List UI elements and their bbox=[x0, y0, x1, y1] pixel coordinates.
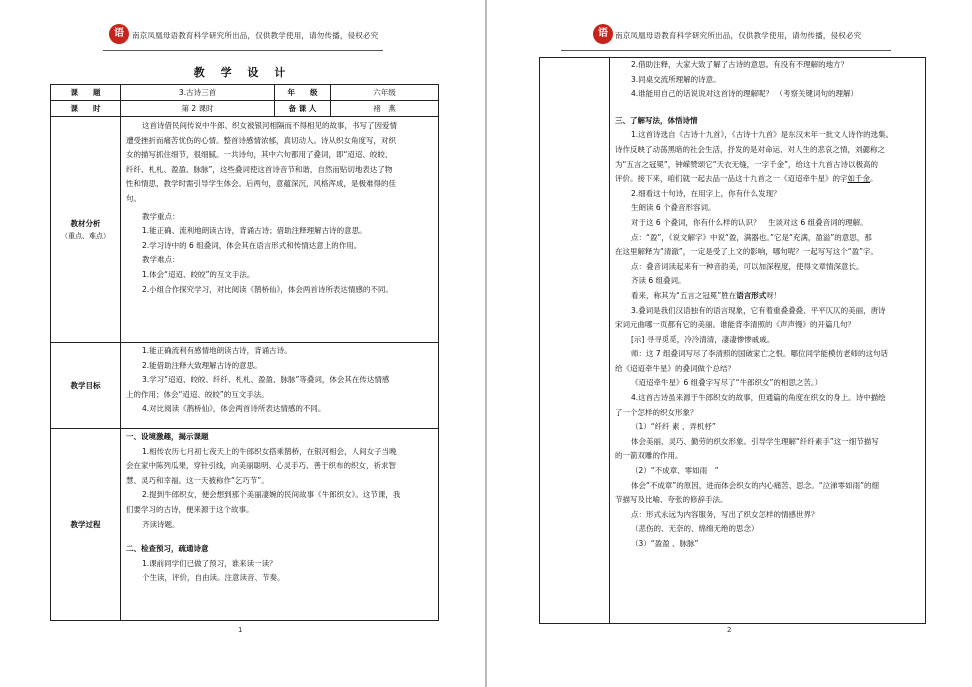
process-line: 在这里解释为“清澈”，一定是受了上文的影响，哪句呢？一起写写这个“盈”字。 bbox=[615, 247, 879, 257]
process-line: （3）“盈盈 、脉脉” bbox=[631, 539, 699, 548]
key-point: 2.学习诗中的 6 组叠词，体会其在语言形式和传情达意上的作用。 bbox=[142, 240, 362, 250]
goal-line: 2.能借助注释大致理解古诗的意思。 bbox=[142, 360, 262, 370]
section-3-title: 三、了解写法，体悟诗情 bbox=[615, 115, 698, 125]
process-line: 宋词元曲哪一页都有它的美丽。谁能背李清照的《声声慢》的开篇几句？ bbox=[615, 320, 855, 330]
section-2-title: 二、检查预习，疏通诗意 bbox=[126, 544, 209, 554]
goals-content bbox=[121, 343, 439, 429]
topic-value: 3.古诗三首 bbox=[121, 85, 275, 101]
analysis-line: 遭受挫折而痛苦忧伤的心情。整首诗感情浓郁，真切动人。诗从织女角度写，对织 bbox=[126, 135, 396, 145]
process-line: 给《迢迢牵牛星》的叠词做个总结？ bbox=[615, 363, 735, 373]
process-line: 了一个怎样的织女形象？ bbox=[615, 407, 698, 417]
analysis-content bbox=[121, 117, 439, 343]
process-line: [示] 寻寻觅觅，冷冷清清，凄凄惨惨戚戚。 bbox=[631, 334, 775, 344]
process-line: 评价。接下来，咱们就一起去品一品这十九首之一《迢迢牵牛星》的字如千金。 bbox=[615, 174, 878, 184]
seal-logo: 语 bbox=[593, 24, 613, 44]
process-line: 点：形式永远为内容服务，写出了织女怎样的情感世界？ bbox=[631, 509, 819, 519]
process-line: 点：“盈”，《说文解字》中说“盈，满器也。”它是“充满，盈溢”的意思，那 bbox=[631, 232, 872, 242]
header-text: 南京凤凰母语教育科学研究所出品，仅供教学使用，请勿传播，侵权必究 bbox=[615, 31, 862, 40]
document-page-2 bbox=[487, 0, 972, 687]
period-label: 课 时 bbox=[51, 101, 121, 117]
difficulty-title: 教学难点： bbox=[142, 255, 180, 265]
process-line: （悲伤的、无奈的、绵绵无绝的思念） bbox=[631, 524, 759, 534]
process-line: 慧、灵巧和幸福。这一天被称作“乞巧节”。 bbox=[126, 475, 269, 485]
label-column bbox=[540, 58, 610, 624]
document-page-1 bbox=[0, 0, 485, 687]
process-label: 教学过程 bbox=[51, 429, 121, 621]
goal-line: 3.学习“迢迢、皎皎、纤纤、札札、盈盈、脉脉”等叠词，体会其在传达情感 bbox=[142, 375, 390, 385]
process-line: 节描写及比喻、夸张的修辞手法。 bbox=[615, 495, 728, 505]
lesson-plan-table-continued bbox=[539, 57, 926, 624]
goal-line: 4.对比阅读《鹊桥仙》，体会两首诗所表达情感的不同。 bbox=[142, 404, 326, 414]
process-line: 对于这 6 个叠词，你有什么样的认识？ 生谈对这 6 组叠音词的理解。 bbox=[631, 217, 868, 227]
process-line: 3.同桌交流所理解的诗意。 bbox=[631, 74, 721, 84]
lesson-plan-table bbox=[50, 84, 439, 621]
teacher-label: 备 课 人 bbox=[275, 101, 331, 117]
process-content-continued bbox=[610, 58, 926, 624]
process-line: 齐读诗题。 bbox=[142, 519, 180, 529]
process-line: 们要学习的古诗，便来源于这个故事。 bbox=[126, 504, 254, 514]
process-line: 2.提到牛郎织女，便会想到那个美丽凄婉的民间故事《牛郎织女》。这节课，我 bbox=[142, 490, 401, 500]
document-title: 教 学 设 计 bbox=[193, 66, 292, 79]
page-header bbox=[487, 24, 972, 46]
analysis-line: 这首诗借民间传说中牛郎、织女被银河相隔而不得相见的故事，书写了因爱情 bbox=[142, 121, 397, 130]
process-line: （2）“不成章、零如雨 ” bbox=[631, 466, 719, 476]
process-line: 3.叠词是我们汉语独有的语言现象，它有着重叠叠叠、平平仄仄的美丽，唐诗 bbox=[631, 305, 886, 315]
process-line: 为“五言之冠冕”，钟嵘赞颂它“天衣无缝，一字千金”，给这十九首古诗以极高的 bbox=[615, 159, 879, 169]
teacher-value: 褚 燕 bbox=[331, 101, 439, 117]
analysis-label-cell bbox=[51, 117, 121, 343]
process-line: 师：这 7 组叠词写尽了李清照的国破家亡之恨。哪位同学能模仿老师的这句话 bbox=[631, 349, 889, 359]
difficulty-point: 1.体会“迢迢、皎皎”的互文手法。 bbox=[142, 269, 255, 279]
analysis-line: 句。 bbox=[126, 193, 141, 203]
process-line: 1.课前同学们已做了预习，谁来读一读？ bbox=[142, 558, 277, 568]
underlined-phrase: 如千金 bbox=[847, 174, 870, 184]
grade-label: 年 级 bbox=[275, 85, 331, 101]
process-line: 1.相传农历七月初七夜天上的牛郎织女搭乘鹊桥，在银河相会，人间女子当晚 bbox=[142, 446, 397, 456]
process-line: 《迢迢牵牛星》6 组叠字写尽了“牛郎织女”的相思之苦。） bbox=[631, 378, 823, 388]
goal-line: 1.能正确流利有感情地朗读古诗，背诵古诗。 bbox=[142, 346, 292, 355]
process-line: 2.细看这十句诗，在用字上，你有什么发现？ bbox=[631, 188, 781, 198]
page-number: 2 bbox=[727, 626, 732, 634]
process-line: 会在家中陈列瓜果，穿针引线，向美丽聪明、心灵手巧、善于织布的织女，祈求智 bbox=[126, 461, 396, 471]
goals-label: 教学目标 bbox=[51, 343, 121, 429]
process-line: 1.这首诗选自《古诗十九首》，《古诗十九首》是东汉末年一批文人诗作的选集。 bbox=[631, 130, 894, 140]
analysis-line: 女的描写抓住细节，很细腻。一共诗句，其中六句都用了叠词，即“迢迢、皎皎、 bbox=[126, 150, 393, 160]
header-text: 南京凤凰母语教育科学研究所出品，仅供教学使用，请勿传播，侵权必究 bbox=[132, 31, 379, 40]
period-value: 第 2 课时 bbox=[121, 101, 275, 117]
process-line: 齐读 6 组叠词。 bbox=[631, 276, 686, 286]
process-line: 点：叠音词读起来有一种音韵美，可以加深程度，使得文章情深意长。 bbox=[631, 261, 864, 271]
process-line: （1）“纤纤 素 、弄机杼” bbox=[631, 422, 716, 432]
page-header bbox=[0, 24, 485, 46]
header-divider bbox=[561, 50, 891, 51]
process-line: 体会“不成章”的原因，进而体会织女的内心痛苦、思念。“泣涕零如雨”的细 bbox=[631, 480, 880, 490]
page-number: 1 bbox=[238, 626, 243, 634]
key-points-title: 教学重点： bbox=[142, 211, 180, 221]
process-line: 2.借助注释，大家大致了解了古诗的意思。有没有不理解的地方？ bbox=[631, 60, 849, 69]
header-divider bbox=[103, 50, 383, 51]
section-1-title: 一、设境激趣，揭示课题 bbox=[126, 432, 209, 441]
grade-value: 六年级 bbox=[331, 85, 439, 101]
goal-line: 上的作用；体会“迢迢、皎皎”的互文手法。 bbox=[126, 389, 269, 399]
bold-phrase: 语言形式 bbox=[736, 290, 767, 300]
process-line: 看来，称其为“五言之冠冕”胜在语言形式呀！ bbox=[631, 290, 782, 300]
difficulty-point: 2.小组合作探究学习，对比阅读《鹊桥仙》，体会两首诗所表达情感的不同。 bbox=[142, 284, 393, 294]
process-line: 生朗读 6 个叠音形容词。 bbox=[631, 203, 716, 213]
analysis-line: 性和情思，教学时需引导学生体会。后两句，意蕴深沉，风格浑成，是极难得的佳 bbox=[126, 179, 396, 189]
key-point: 1.能正确、流利地朗读古诗，背诵古诗；借助注释理解古诗的意思。 bbox=[142, 226, 367, 236]
process-line: 4.这首古诗虽来源于牛郎织女的故事，但通篇的角度在织女的身上。诗中描绘 bbox=[631, 393, 886, 403]
analysis-sublabel: （重点、难点） bbox=[61, 231, 110, 240]
process-line: 体会美丽、灵巧、勤劳的织女形象。引导学生理解“纤纤素手”这一细节描写 bbox=[631, 436, 879, 446]
process-line: 4.谁能用自己的话说说对这首诗的理解呢？ （考察关键词句的理解） bbox=[631, 89, 859, 99]
process-line: 个生读，评价，自由读。注意读音、节奏。 bbox=[142, 573, 285, 583]
process-content bbox=[121, 429, 439, 621]
process-line: 的一箭双雕的作用。 bbox=[615, 451, 683, 461]
seal-logo: 语 bbox=[109, 24, 129, 44]
process-line: 诗作反映了动荡黑暗的社会生活，抒发的是对命运、对人生的悲哀之情，刘勰称之 bbox=[615, 144, 885, 154]
analysis-line: 纤纤、札札、盈盈、脉脉”，这些叠词使这首诗音节和谐，自然而贴切地表达了物 bbox=[126, 164, 393, 174]
topic-label: 课 题 bbox=[51, 85, 121, 101]
analysis-label: 教材分析 bbox=[70, 218, 101, 228]
